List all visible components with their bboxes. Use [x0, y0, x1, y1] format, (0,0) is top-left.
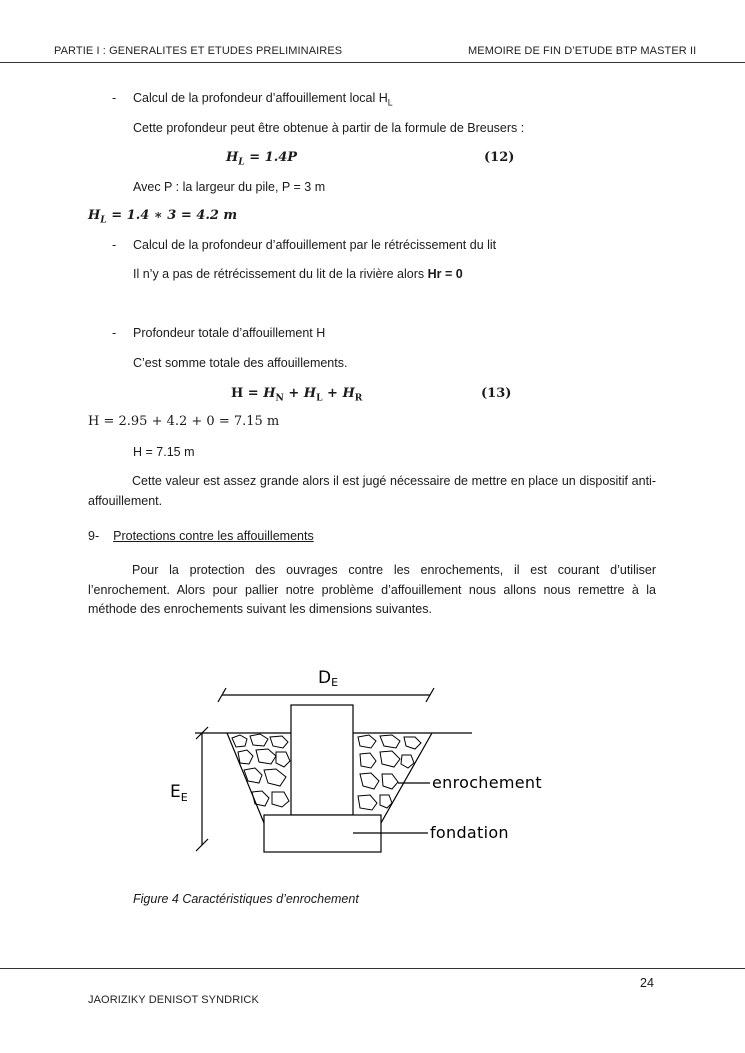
- bullet-dash: -: [112, 91, 117, 105]
- sum-text: C’est somme totale des affouillements.: [133, 356, 348, 370]
- breusers-text: Cette profondeur peut être obtenue à partir de la formule de Breusers :: [133, 121, 525, 135]
- section-heading: 9- Protections contre les affouillements: [88, 529, 314, 543]
- bullet-dash: -: [112, 238, 117, 252]
- hl-calculation: $H_L = 1.4$ ∗ 3 = 4.2 m: [88, 208, 238, 226]
- footer-rule: [0, 968, 745, 969]
- header-rule: [0, 62, 745, 63]
- stones-left: [232, 734, 290, 807]
- list-item-total-depth: Profondeur totale d’affouillement H: [133, 326, 326, 340]
- equation-13: $H = H_N + H_L + H_R$: [231, 386, 363, 404]
- enrochement-figure: [160, 655, 600, 865]
- fondation-label: fondation: [430, 823, 509, 842]
- header-right: MEMOIRE DE FIN D’ETUDE BTP MASTER II: [468, 45, 697, 57]
- h-result: H = 7.15 m: [133, 445, 195, 459]
- list-item-local-scour: Calcul de la profondeur d’affouillement local $H_L$: [133, 91, 393, 108]
- equation-number-12: (12): [484, 150, 515, 165]
- trench-left-wall: [227, 733, 264, 823]
- footer-author: JAORIZIKY DENISOT SYNDRICK: [88, 994, 259, 1006]
- no-narrowing-text: Il n’y a pas de rétrécissement du lit de la rivière alors Hr = 0: [133, 267, 463, 281]
- h-calculation: H = 2.95 + 4.2 + 0 = 7.15 m: [88, 414, 280, 429]
- value-paragraph: Cette valeur est assez grande alors il est jugé nécessaire de mettre en place un dispositif anti-affouillement.: [88, 474, 656, 508]
- figure-caption: Figure 4 Caractéristiques d’enrochement: [133, 892, 359, 906]
- pile-shape: [291, 705, 353, 815]
- page-number: 24: [640, 976, 654, 990]
- list-item-narrowing: Calcul de la profondeur d’affouillement par le rétrécissement du lit: [133, 238, 497, 252]
- stones-right: [358, 735, 421, 810]
- ee-label: $E_E$: [170, 782, 188, 804]
- bullet-dash: -: [112, 326, 117, 340]
- pile-width-text: Avec P : la largeur du pile, P = 3 m: [133, 180, 326, 194]
- equation-number-13: (13): [481, 386, 512, 401]
- enrochement-label: enrochement: [432, 773, 542, 792]
- equation-12: $H_L = 1.4P$: [226, 150, 298, 168]
- header-left: PARTIE I : GENERALITES ET ETUDES PRELIMINAIRES: [54, 45, 343, 57]
- de-label: DE: [318, 668, 339, 689]
- protection-paragraph: Pour la protection des ouvrages contre les enrochements, il est courant d’utiliser l’enrochement. Alors pour pallier notre problème d’affouillement nous allons nous remettre à la méthode des enrochements suivant les dimensions suivantes.: [88, 563, 656, 616]
